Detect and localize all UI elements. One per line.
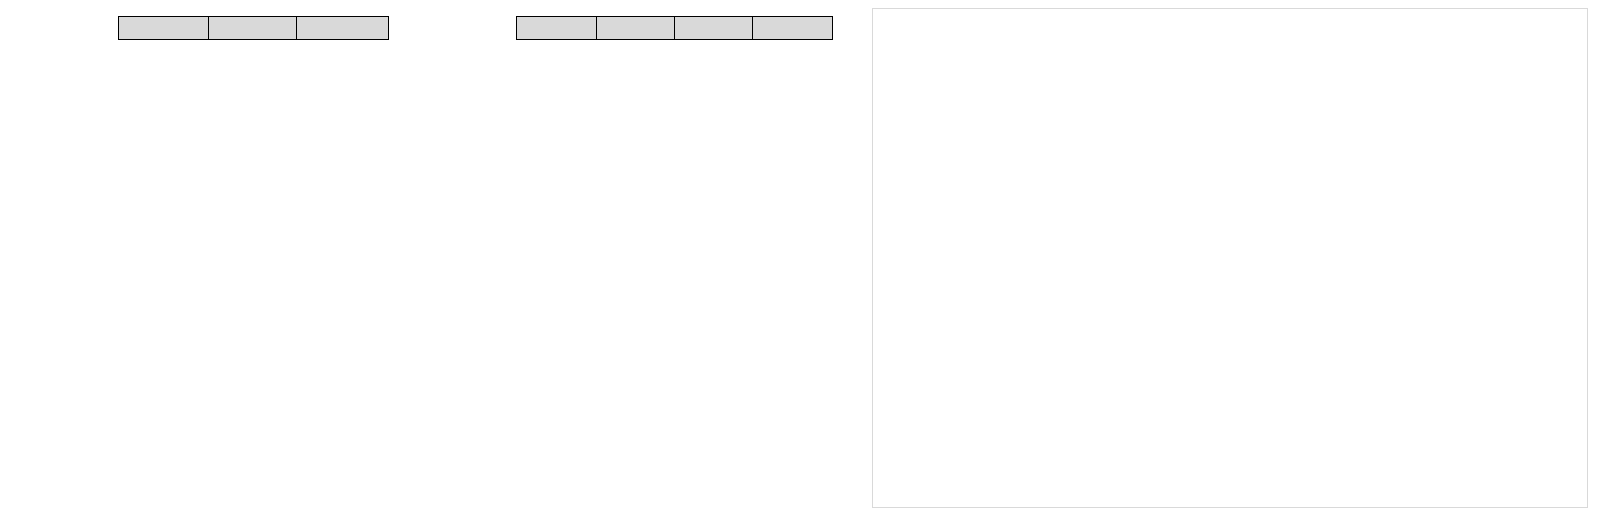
chart-panel	[872, 8, 1588, 508]
column-header-blank	[2, 17, 118, 40]
column-header-blank	[400, 17, 516, 40]
column-header-total	[674, 17, 752, 40]
chart-plot-area	[873, 105, 1589, 505]
table-header-row	[2, 17, 388, 40]
chart-svg	[873, 105, 1589, 505]
population-percent-table	[400, 16, 833, 40]
legend-swatch-icon	[1204, 85, 1215, 96]
legend-item-total[interactable]	[1204, 85, 1221, 96]
population-counts-table	[2, 16, 389, 40]
column-header-total	[296, 17, 388, 40]
table-header-row	[400, 17, 832, 40]
legend-item-japan-total[interactable]	[1239, 85, 1256, 96]
legend-swatch-icon	[1239, 85, 1250, 96]
column-header-japan-total	[752, 17, 832, 40]
column-header-male	[118, 17, 208, 40]
column-header-male	[516, 17, 596, 40]
column-header-female	[208, 17, 296, 40]
column-header-female	[596, 17, 674, 40]
chart-legend	[873, 85, 1587, 96]
